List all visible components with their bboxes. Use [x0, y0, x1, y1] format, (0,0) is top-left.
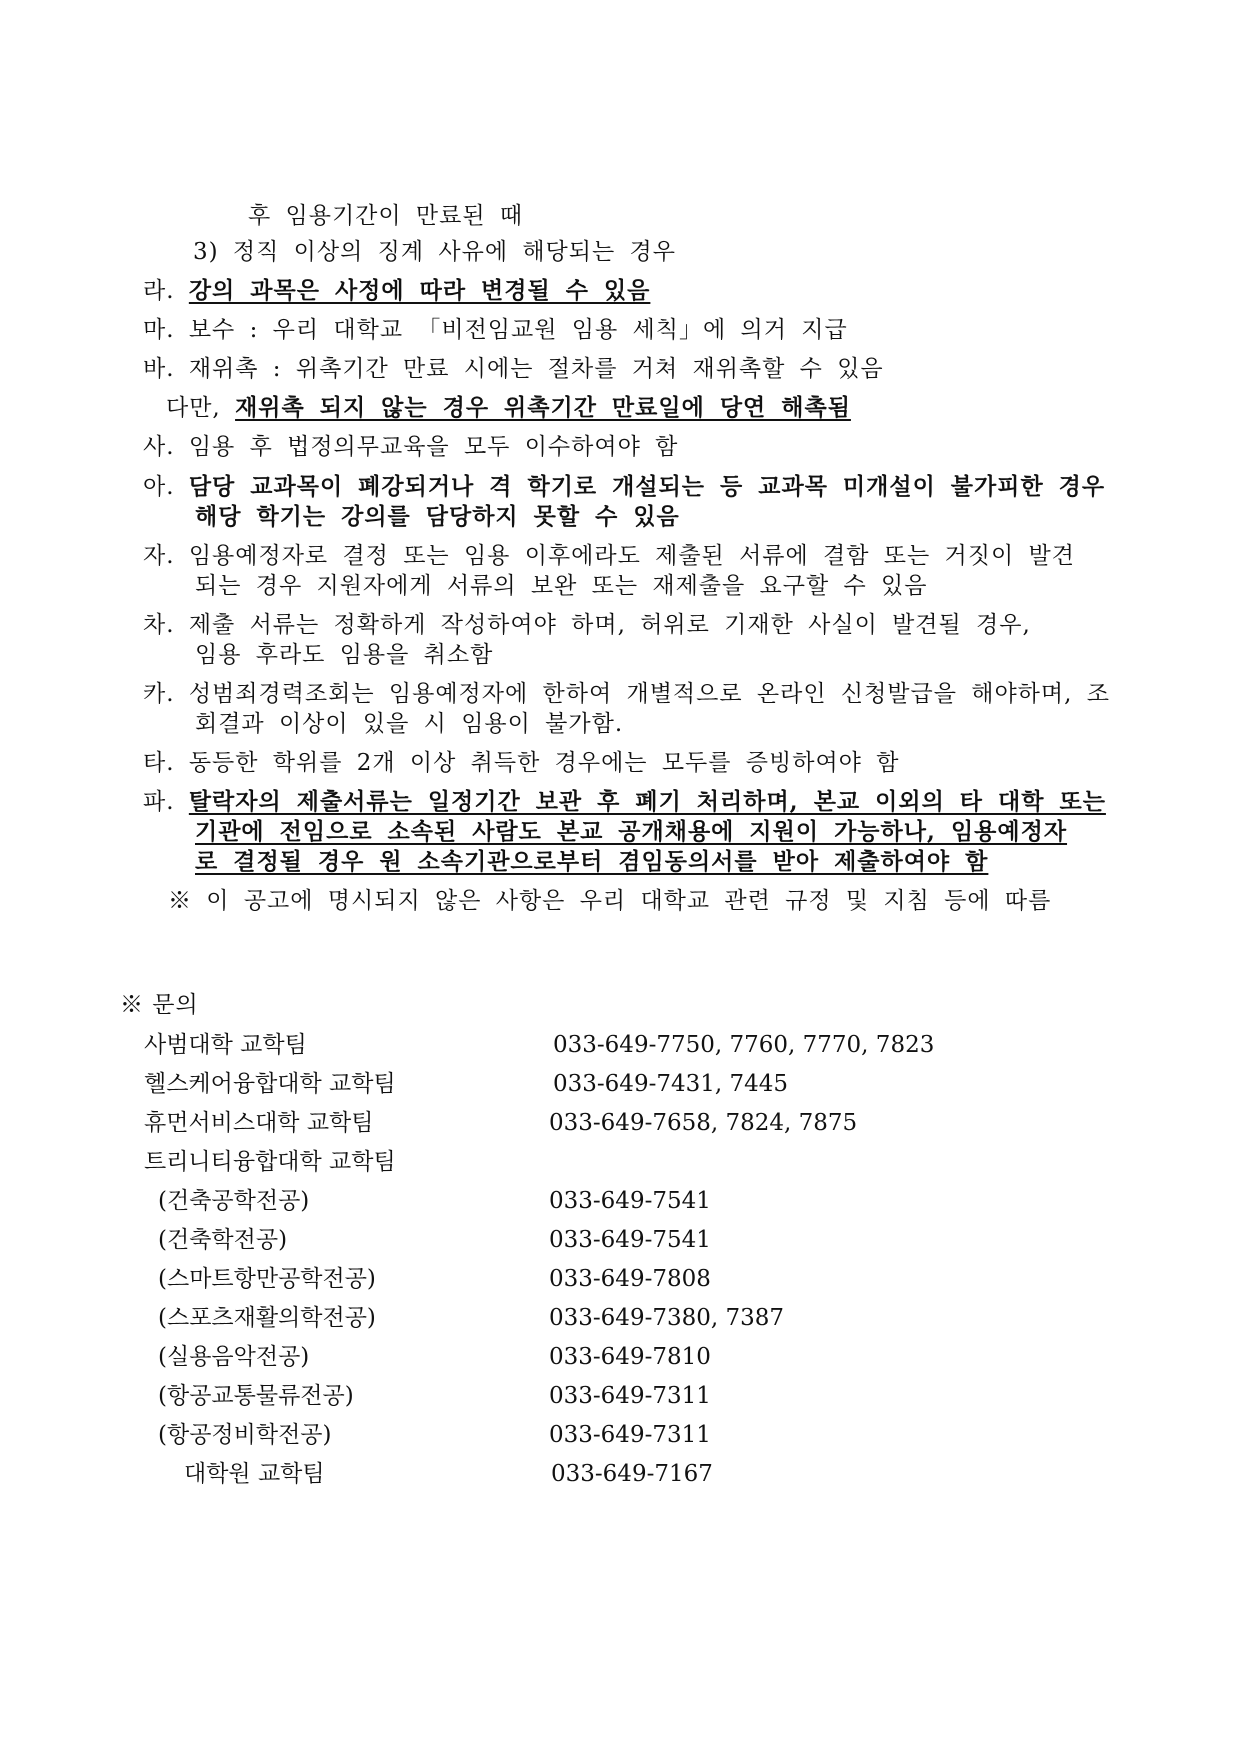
- item-ra: [143, 276, 650, 306]
- item-marker: 마.: [143, 317, 175, 343]
- contact-phone: 033-649-7311: [549, 1422, 711, 1448]
- item-ja-line-2: 되는 경우 지원자에게 서류의 보완 또는 재제출을 요구할 수 있음: [195, 573, 928, 599]
- item-text-line-1: 임용예정자로 결정 또는 임용 이후에라도 제출된 서류에 결함 또는 거짓이 발견: [188, 543, 1075, 569]
- item-text: 재위촉 되지 않는 경우 위촉기간 만료일에 당연 해촉됨: [235, 394, 851, 421]
- item-cha: [143, 610, 1031, 640]
- continuation-line-1: 후 임용기간이 만료된 때: [248, 203, 524, 229]
- contact-name: 트리니티융합대학 교학팀: [144, 1149, 396, 1175]
- contact-name: 대학원 교학팀: [184, 1461, 325, 1487]
- contact-phone: 033-649-7541: [549, 1227, 711, 1253]
- contact-phone: 033-649-7311: [549, 1383, 711, 1409]
- contact-phone: 033-649-7541: [549, 1188, 711, 1214]
- contact-name: (스마트항만공학전공): [158, 1266, 376, 1292]
- item-marker: 타.: [143, 750, 175, 776]
- item-ja: [143, 541, 1075, 571]
- item-marker: 라.: [143, 278, 175, 304]
- item-marker: 아.: [143, 474, 175, 500]
- item-ma: [143, 315, 848, 345]
- item-ba-continuation: [166, 393, 851, 423]
- item-text: 재위촉 : 위촉기간 만료 시에는 절차를 거쳐 재위촉할 수 있음: [188, 356, 884, 382]
- item-marker: 자.: [143, 543, 175, 569]
- item-a: [143, 472, 1105, 502]
- item-text: 동등한 학위를 2개 이상 취득한 경우에는 모두를 증빙하여야 함: [188, 750, 900, 776]
- contact-phone: 033-649-7750, 7760, 7770, 7823: [553, 1032, 935, 1058]
- item-text-line-1: 성범죄경력조회는 임용예정자에 한하여 개별적으로 온라인 신청발급을 해야하며, 조: [188, 681, 1110, 707]
- contact-phone: 033-649-7658, 7824, 7875: [549, 1110, 858, 1136]
- item-text-line-1: 제출 서류는 정확하게 작성하여야 하며, 허위로 기재한 사실이 발견될 경우,: [188, 612, 1031, 638]
- item-text: 강의 과목은 사정에 따라 변경될 수 있음: [188, 277, 651, 304]
- item-marker: 차.: [143, 612, 175, 638]
- inquiry-heading: ※ 문의: [120, 992, 199, 1018]
- contact-name: (항공교통물류전공): [158, 1383, 354, 1409]
- item-prefix: 다만,: [166, 395, 236, 421]
- item-text: 보수 : 우리 대학교 「비전임교원 임용 세칙」에 의거 지급: [188, 317, 848, 343]
- item-ka: [143, 679, 1110, 709]
- contact-name: (건축학전공): [158, 1227, 288, 1253]
- contact-phone: 033-649-7431, 7445: [553, 1071, 789, 1097]
- item-sa: [143, 432, 678, 462]
- contact-phone: 033-649-7810: [549, 1344, 711, 1370]
- item-cha-line-2: 임용 후라도 임용을 취소함: [195, 642, 494, 668]
- item-marker: 사.: [143, 434, 175, 460]
- item-marker: 바.: [143, 356, 175, 382]
- contact-name: 사범대학 교학팀: [144, 1032, 307, 1058]
- item-ka-line-2: 회결과 이상이 있을 시 임용이 불가함.: [195, 711, 624, 737]
- contact-name: (항공정비학전공): [158, 1422, 332, 1448]
- contact-name: 휴먼서비스대학 교학팀: [144, 1110, 374, 1136]
- item-text-line-1: 담당 교과목이 폐강되거나 격 학기로 개설되는 등 교과목 미개설이 불가피한 경우: [188, 473, 1106, 500]
- item-pa-line-2: 기관에 전임으로 소속된 사람도 본교 공개채용에 지원이 가능하나, 임용예정자: [195, 818, 1068, 845]
- continuation-line-2: 3) 정직 이상의 징계 사유에 해당되는 경우: [193, 239, 676, 265]
- item-text: 임용 후 법정의무교육을 모두 이수하여야 함: [188, 434, 679, 460]
- item-ba: [143, 354, 884, 384]
- contact-phone: 033-649-7167: [551, 1461, 713, 1487]
- item-ta: [143, 748, 899, 778]
- contact-name: (실용음악전공): [158, 1344, 310, 1370]
- contact-name: 헬스케어융합대학 교학팀: [144, 1071, 396, 1097]
- contact-phone: 033-649-7380, 7387: [549, 1305, 785, 1331]
- item-pa-line-3: 로 결정될 경우 원 소속기관으로부터 겸임동의서를 받아 제출하여야 함: [195, 848, 989, 875]
- contact-phone: 033-649-7808: [549, 1266, 711, 1292]
- contact-name: (스포츠재활의학전공): [158, 1305, 376, 1331]
- general-note: ※ 이 공고에 명시되지 않은 사항은 우리 대학교 관련 규정 및 지침 등에 따름: [168, 888, 1052, 914]
- contact-name: (건축공학전공): [158, 1188, 310, 1214]
- item-text-line-1: 탈락자의 제출서류는 일정기간 보관 후 폐기 처리하며, 본교 이외의 타 대학 또는: [188, 788, 1106, 815]
- item-marker: 카.: [143, 681, 175, 707]
- item-pa: [143, 787, 1106, 817]
- item-a-line-2: 해당 학기는 강의를 담당하지 못할 수 있음: [195, 503, 680, 530]
- item-marker: 파.: [143, 789, 175, 815]
